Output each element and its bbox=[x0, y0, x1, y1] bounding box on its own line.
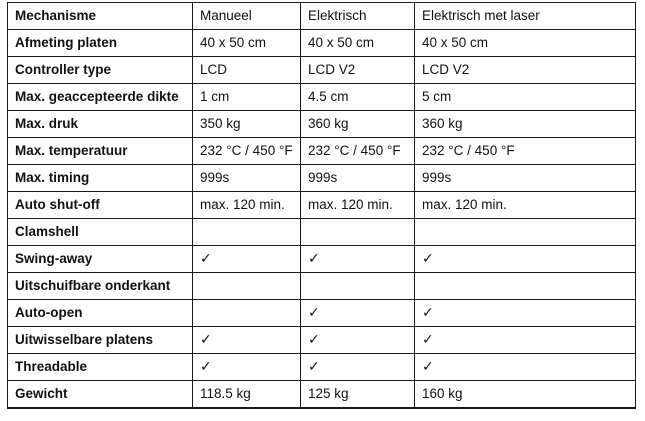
table-cell: 999s bbox=[193, 165, 301, 192]
check-icon: ✓ bbox=[415, 300, 636, 327]
table-cell: 360 kg bbox=[301, 111, 415, 138]
row-label: Max. druk bbox=[8, 111, 193, 138]
table-cell bbox=[193, 219, 301, 246]
table-row bbox=[8, 84, 636, 111]
table-cell: 160 kg bbox=[415, 381, 636, 409]
row-label: Max. geaccepteerde dikte bbox=[8, 84, 193, 111]
table-row bbox=[8, 246, 636, 273]
table-cell: 4.5 cm bbox=[301, 84, 415, 111]
table-row bbox=[8, 192, 636, 219]
row-label: Afmeting platen bbox=[8, 30, 193, 57]
table-row bbox=[8, 354, 636, 381]
spec-comparison-table bbox=[7, 2, 636, 409]
header-cell-elektrisch: Elektrisch bbox=[301, 3, 415, 30]
check-icon: ✓ bbox=[193, 246, 301, 273]
table-cell bbox=[301, 219, 415, 246]
check-icon: ✓ bbox=[415, 246, 636, 273]
row-label: Max. temperatuur bbox=[8, 138, 193, 165]
check-icon: ✓ bbox=[301, 300, 415, 327]
table-cell: 999s bbox=[415, 165, 636, 192]
table-cell: max. 120 min. bbox=[301, 192, 415, 219]
table-row bbox=[8, 111, 636, 138]
table-row bbox=[8, 273, 636, 300]
table-cell: 40 x 50 cm bbox=[415, 30, 636, 57]
check-icon: ✓ bbox=[415, 327, 636, 354]
header-cell-manueel: Manueel bbox=[193, 3, 301, 30]
check-icon: ✓ bbox=[193, 354, 301, 381]
header-label-mechanisme: Mechanisme bbox=[8, 3, 193, 30]
row-label: Controller type bbox=[8, 57, 193, 84]
check-icon: ✓ bbox=[415, 354, 636, 381]
table-cell: 232 °C / 450 °F bbox=[301, 138, 415, 165]
table-cell: 118.5 kg bbox=[193, 381, 301, 409]
table-cell: 40 x 50 cm bbox=[301, 30, 415, 57]
table-cell bbox=[301, 273, 415, 300]
table-cell: max. 120 min. bbox=[415, 192, 636, 219]
row-label: Uitschuifbare onderkant bbox=[8, 273, 193, 300]
row-label: Uitwisselbare platens bbox=[8, 327, 193, 354]
table-row bbox=[8, 30, 636, 57]
table-row bbox=[8, 300, 636, 327]
table-cell: 232 °C / 450 °F bbox=[193, 138, 301, 165]
row-label: Swing-away bbox=[8, 246, 193, 273]
table-row bbox=[8, 327, 636, 354]
table-cell bbox=[193, 300, 301, 327]
table-cell: 40 x 50 cm bbox=[193, 30, 301, 57]
table-cell: 999s bbox=[301, 165, 415, 192]
table-cell: 360 kg bbox=[415, 111, 636, 138]
table-cell: LCD bbox=[193, 57, 301, 84]
table-cell: LCD V2 bbox=[415, 57, 636, 84]
header-cell-elektrisch-met-laser: Elektrisch met laser bbox=[415, 3, 636, 30]
table-cell: 1 cm bbox=[193, 84, 301, 111]
table-cell: LCD V2 bbox=[301, 57, 415, 84]
table-row bbox=[8, 57, 636, 84]
table-cell: 125 kg bbox=[301, 381, 415, 409]
check-icon: ✓ bbox=[193, 327, 301, 354]
table-cell: 350 kg bbox=[193, 111, 301, 138]
row-label: Clamshell bbox=[8, 219, 193, 246]
row-label: Max. timing bbox=[8, 165, 193, 192]
table-row bbox=[8, 165, 636, 192]
row-label: Auto shut-off bbox=[8, 192, 193, 219]
table-row bbox=[8, 381, 636, 409]
table-cell bbox=[415, 273, 636, 300]
table-row bbox=[8, 219, 636, 246]
check-icon: ✓ bbox=[301, 246, 415, 273]
row-label: Threadable bbox=[8, 354, 193, 381]
table-cell: 232 °C / 450 °F bbox=[415, 138, 636, 165]
check-icon: ✓ bbox=[301, 327, 415, 354]
row-label: Auto-open bbox=[8, 300, 193, 327]
table-header-row bbox=[8, 3, 636, 30]
table-cell bbox=[415, 219, 636, 246]
table-row bbox=[8, 138, 636, 165]
table-cell: max. 120 min. bbox=[193, 192, 301, 219]
check-icon: ✓ bbox=[301, 354, 415, 381]
row-label: Gewicht bbox=[8, 381, 193, 409]
spec-table-body bbox=[8, 3, 636, 409]
table-cell: 5 cm bbox=[415, 84, 636, 111]
table-cell bbox=[193, 273, 301, 300]
